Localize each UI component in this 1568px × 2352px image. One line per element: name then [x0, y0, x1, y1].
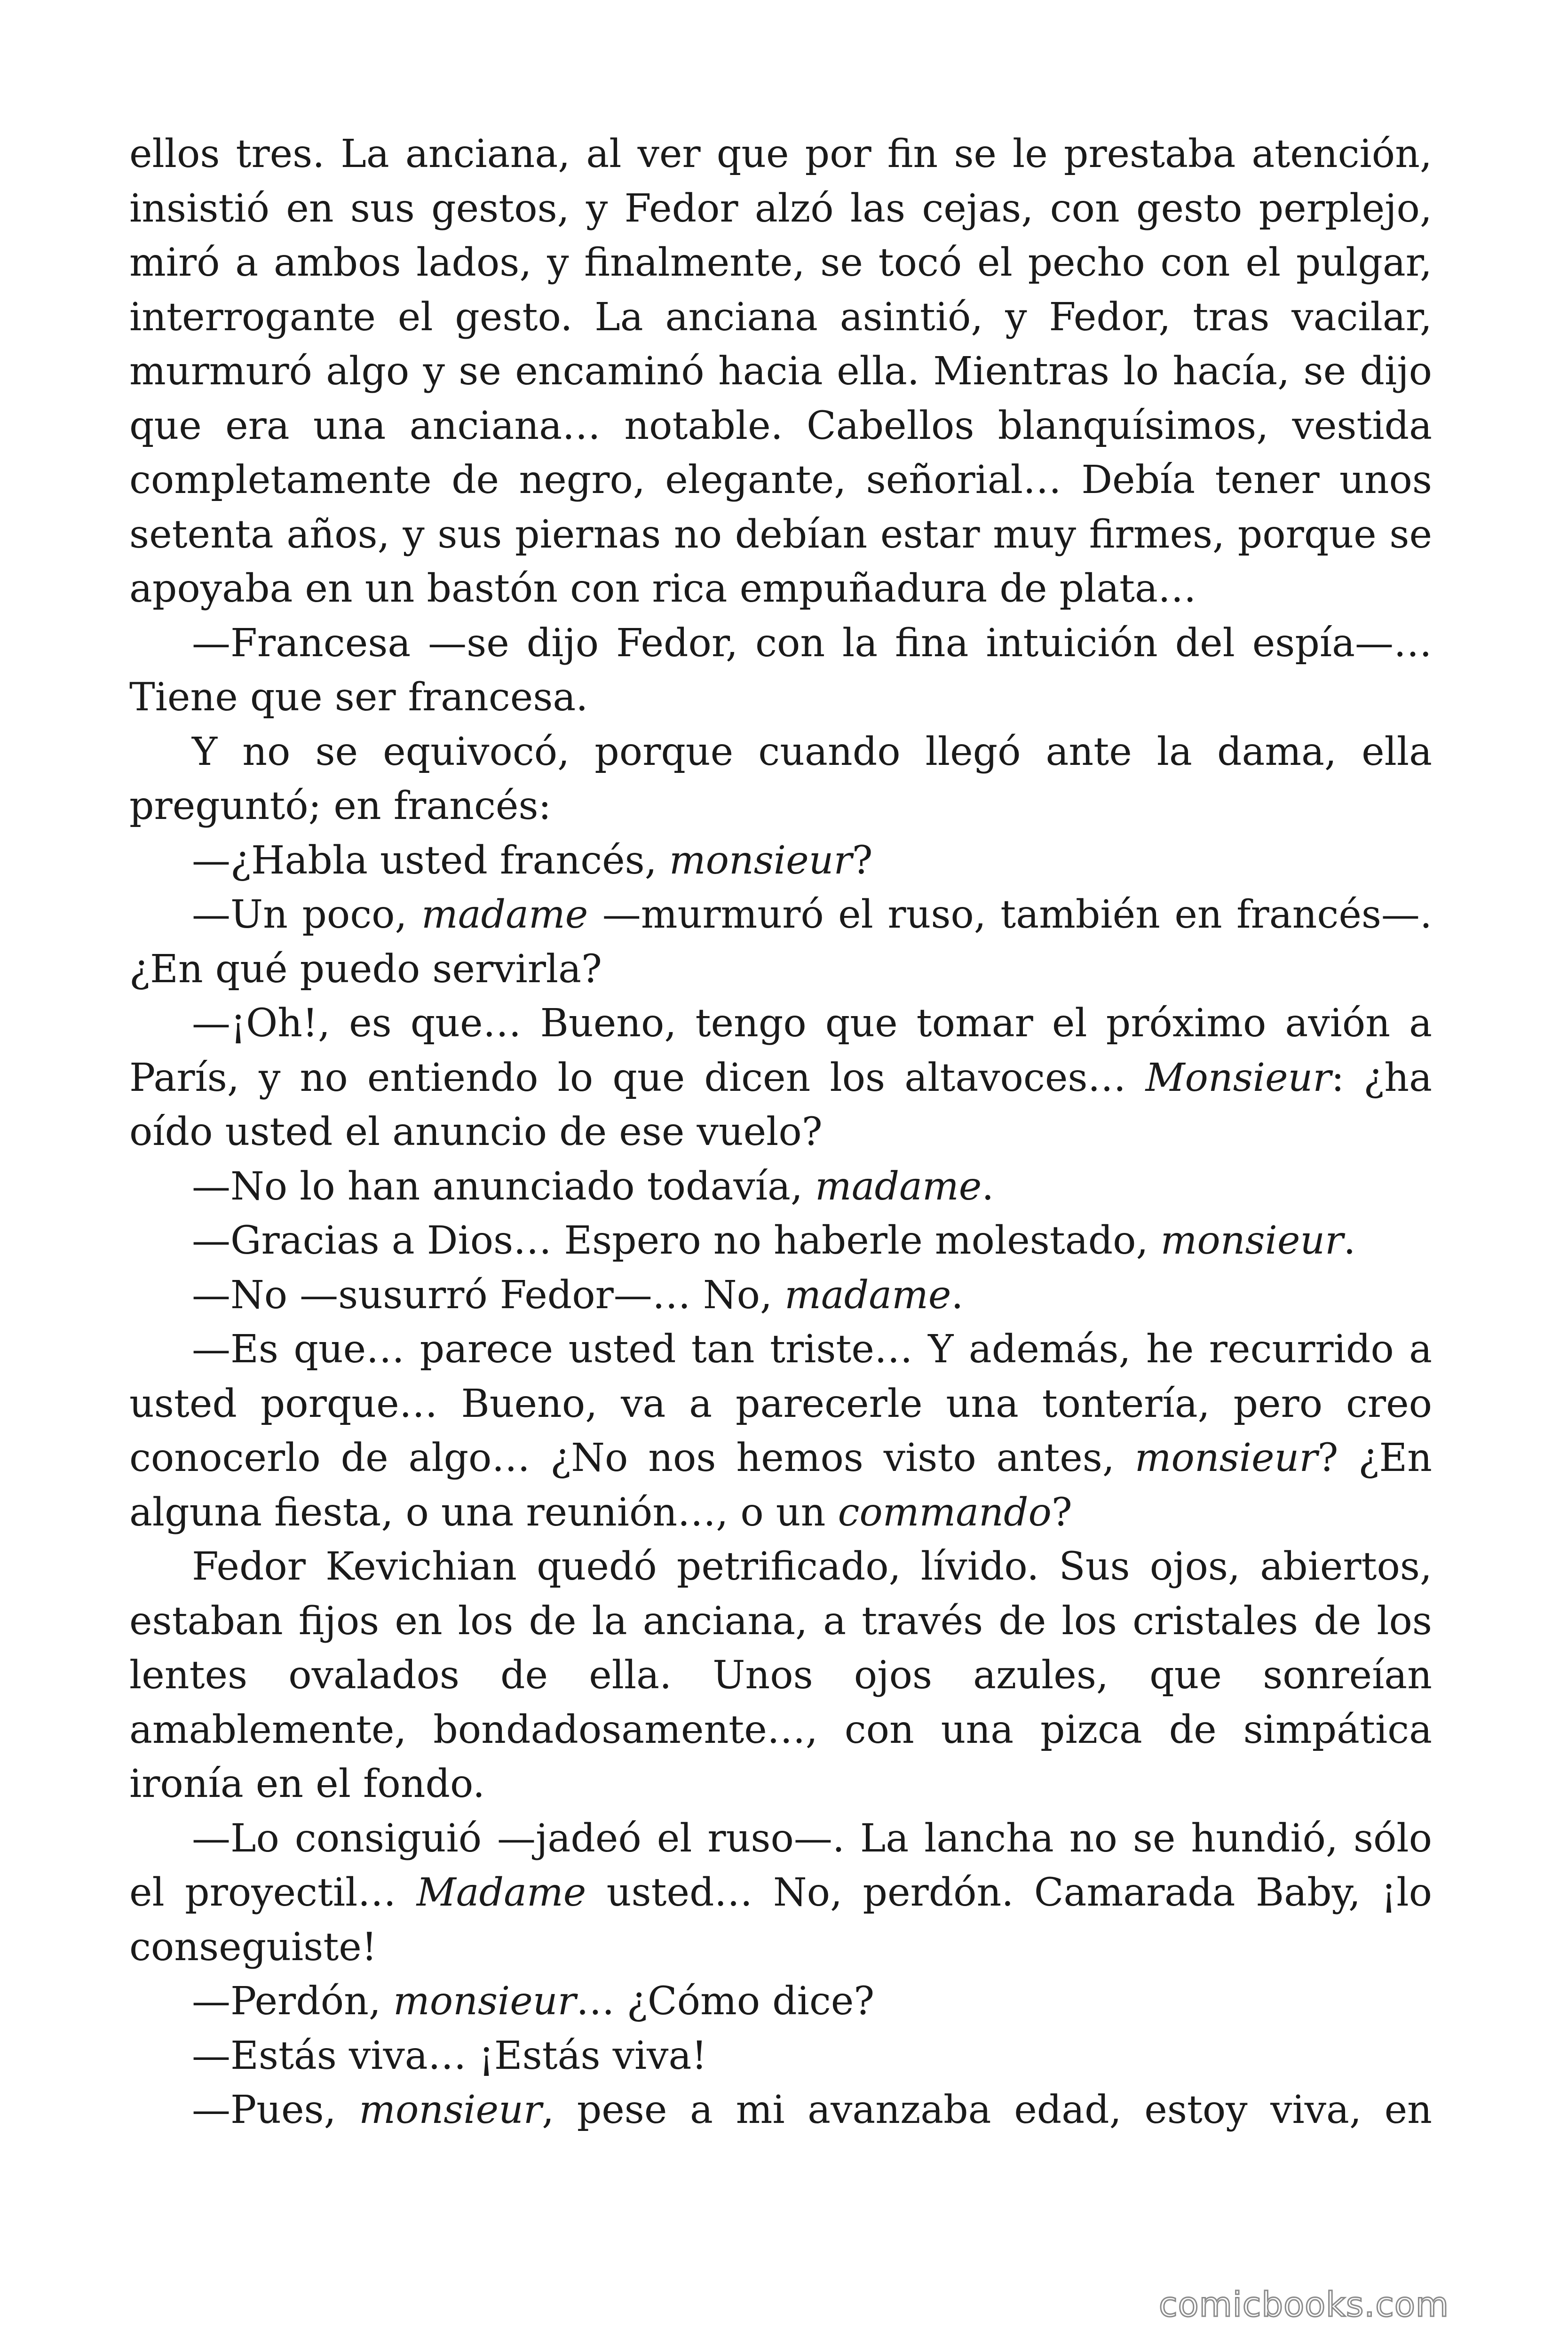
watermark-text: comicbooks.com — [1159, 2286, 1449, 2324]
text-run: ? ¿En alguna fiesta, o una reunión…, o un — [129, 1436, 1432, 1535]
text-run: —Es que… parece usted tan triste… Y además, he recurrido a usted porque… Bueno, va a parecerle una tontería, pero creo conocerlo de algo… ¿No nos hemos visto antes, — [129, 1327, 1432, 1480]
paragraph — [129, 1214, 1432, 1268]
italic-text: Monsieur — [1145, 1055, 1331, 1100]
paragraph — [129, 127, 1432, 616]
text-run: . — [1343, 1218, 1356, 1263]
text-run: . — [951, 1272, 964, 1318]
text-run: —No lo han anunciado todavía, — [192, 1164, 815, 1209]
paragraph — [129, 1160, 1432, 1214]
text-run: —murmuró el ruso, también en francés—. ¿En qué puedo servirla? — [129, 892, 1432, 992]
text-run: ? — [852, 838, 873, 883]
italic-text: madame — [421, 892, 588, 937]
paragraph — [129, 888, 1432, 996]
paragraph — [129, 2029, 1432, 2083]
page-body — [129, 127, 1432, 2137]
text-run: —No —susurró Fedor—… No, — [192, 1272, 785, 1318]
text-run: Y no se equivocó, porque cuando llegó ante la dama, ella preguntó; en francés: — [129, 729, 1432, 828]
paragraph — [129, 1540, 1432, 1812]
paragraph — [129, 1812, 1432, 1975]
italic-text: madame — [784, 1272, 951, 1318]
text-run: —¡Oh!, es que… Bueno, tengo que tomar el próximo avión a París, y no entiendo lo que dicen los altavoces… — [129, 1001, 1432, 1100]
text-run: . — [982, 1164, 994, 1209]
text-run: Fedor Kevichian quedó petrificado, lívido. Sus ojos, abiertos, estaban fijos en los de la anciana, a través de los cristales de los lentes ovalados de ella. Unos ojos azules, que sonreían amablemente, bondadosamente…, con una pizca de simpática ironía en el fondo. — [129, 1544, 1432, 1806]
text-run: —¿Habla usted francés, — [192, 838, 669, 883]
italic-text: monsieur — [669, 838, 852, 883]
text-run: —Estás viva… ¡Estás viva! — [192, 2033, 707, 2078]
italic-text: Madame — [416, 1870, 586, 1915]
watermark-logo — [1159, 2286, 1512, 2326]
italic-text: commando — [838, 1490, 1052, 1535]
text-run: , pese a mi avanzaba edad, estoy viva, en — [542, 2088, 1432, 2132]
paragraph — [129, 834, 1432, 888]
italic-text: monsieur — [1134, 1436, 1318, 1480]
italic-text: monsieur — [1160, 1218, 1344, 1263]
text-run: —Perdón, — [192, 1979, 394, 2024]
paragraph — [129, 1974, 1432, 2029]
text-run: —Pues, — [192, 2088, 359, 2132]
text-run: —Gracias a Dios… Espero no haberle molestado, — [192, 1218, 1161, 1263]
paragraph — [129, 2083, 1432, 2137]
italic-text: monsieur — [393, 1979, 576, 2024]
italic-text: monsieur — [359, 2088, 542, 2132]
italic-text: madame — [815, 1164, 982, 1209]
paragraph — [129, 725, 1432, 834]
paragraph — [129, 1322, 1432, 1540]
text-run: —Lo consiguió —jadeó el ruso—. La lancha no se hundió, sólo el proyectil… — [129, 1816, 1432, 1915]
text-run: : ¿ha oído usted el anuncio de ese vuelo? — [129, 1055, 1432, 1154]
paragraph — [129, 1268, 1432, 1323]
text-run: —Francesa —se dijo Fedor, con la fina intuición del espía—… Tiene que ser francesa. — [129, 620, 1432, 720]
text-run: —Un poco, — [192, 892, 422, 937]
text-run: usted… No, perdón. Camarada Baby, ¡lo conseguiste! — [129, 1870, 1432, 1970]
text-run: ? — [1051, 1490, 1072, 1535]
text-run: … ¿Cómo dice? — [576, 1979, 875, 2024]
paragraph — [129, 616, 1432, 725]
text-run: ellos tres. La anciana, al ver que por fin se le prestaba atención, insistió en sus gestos, y Fedor alzó las cejas, con gesto perplejo, miró a ambos lados, y finalmente, se tocó el pecho con el pulgar, interrogante el gesto. La anciana asintió, y Fedor, tras vacilar, murmuró algo y se encaminó hacia ella. Mientras lo hacía, se dijo que era una anciana… notable. Cabellos blanquísimos, vestida completamente de negro, elegante, señorial… Debía tener unos setenta años, y sus piernas no debían estar muy firmes, porque se apoyaba en un bastón con rica empuñadura de plata… — [129, 132, 1432, 611]
paragraph — [129, 996, 1432, 1160]
